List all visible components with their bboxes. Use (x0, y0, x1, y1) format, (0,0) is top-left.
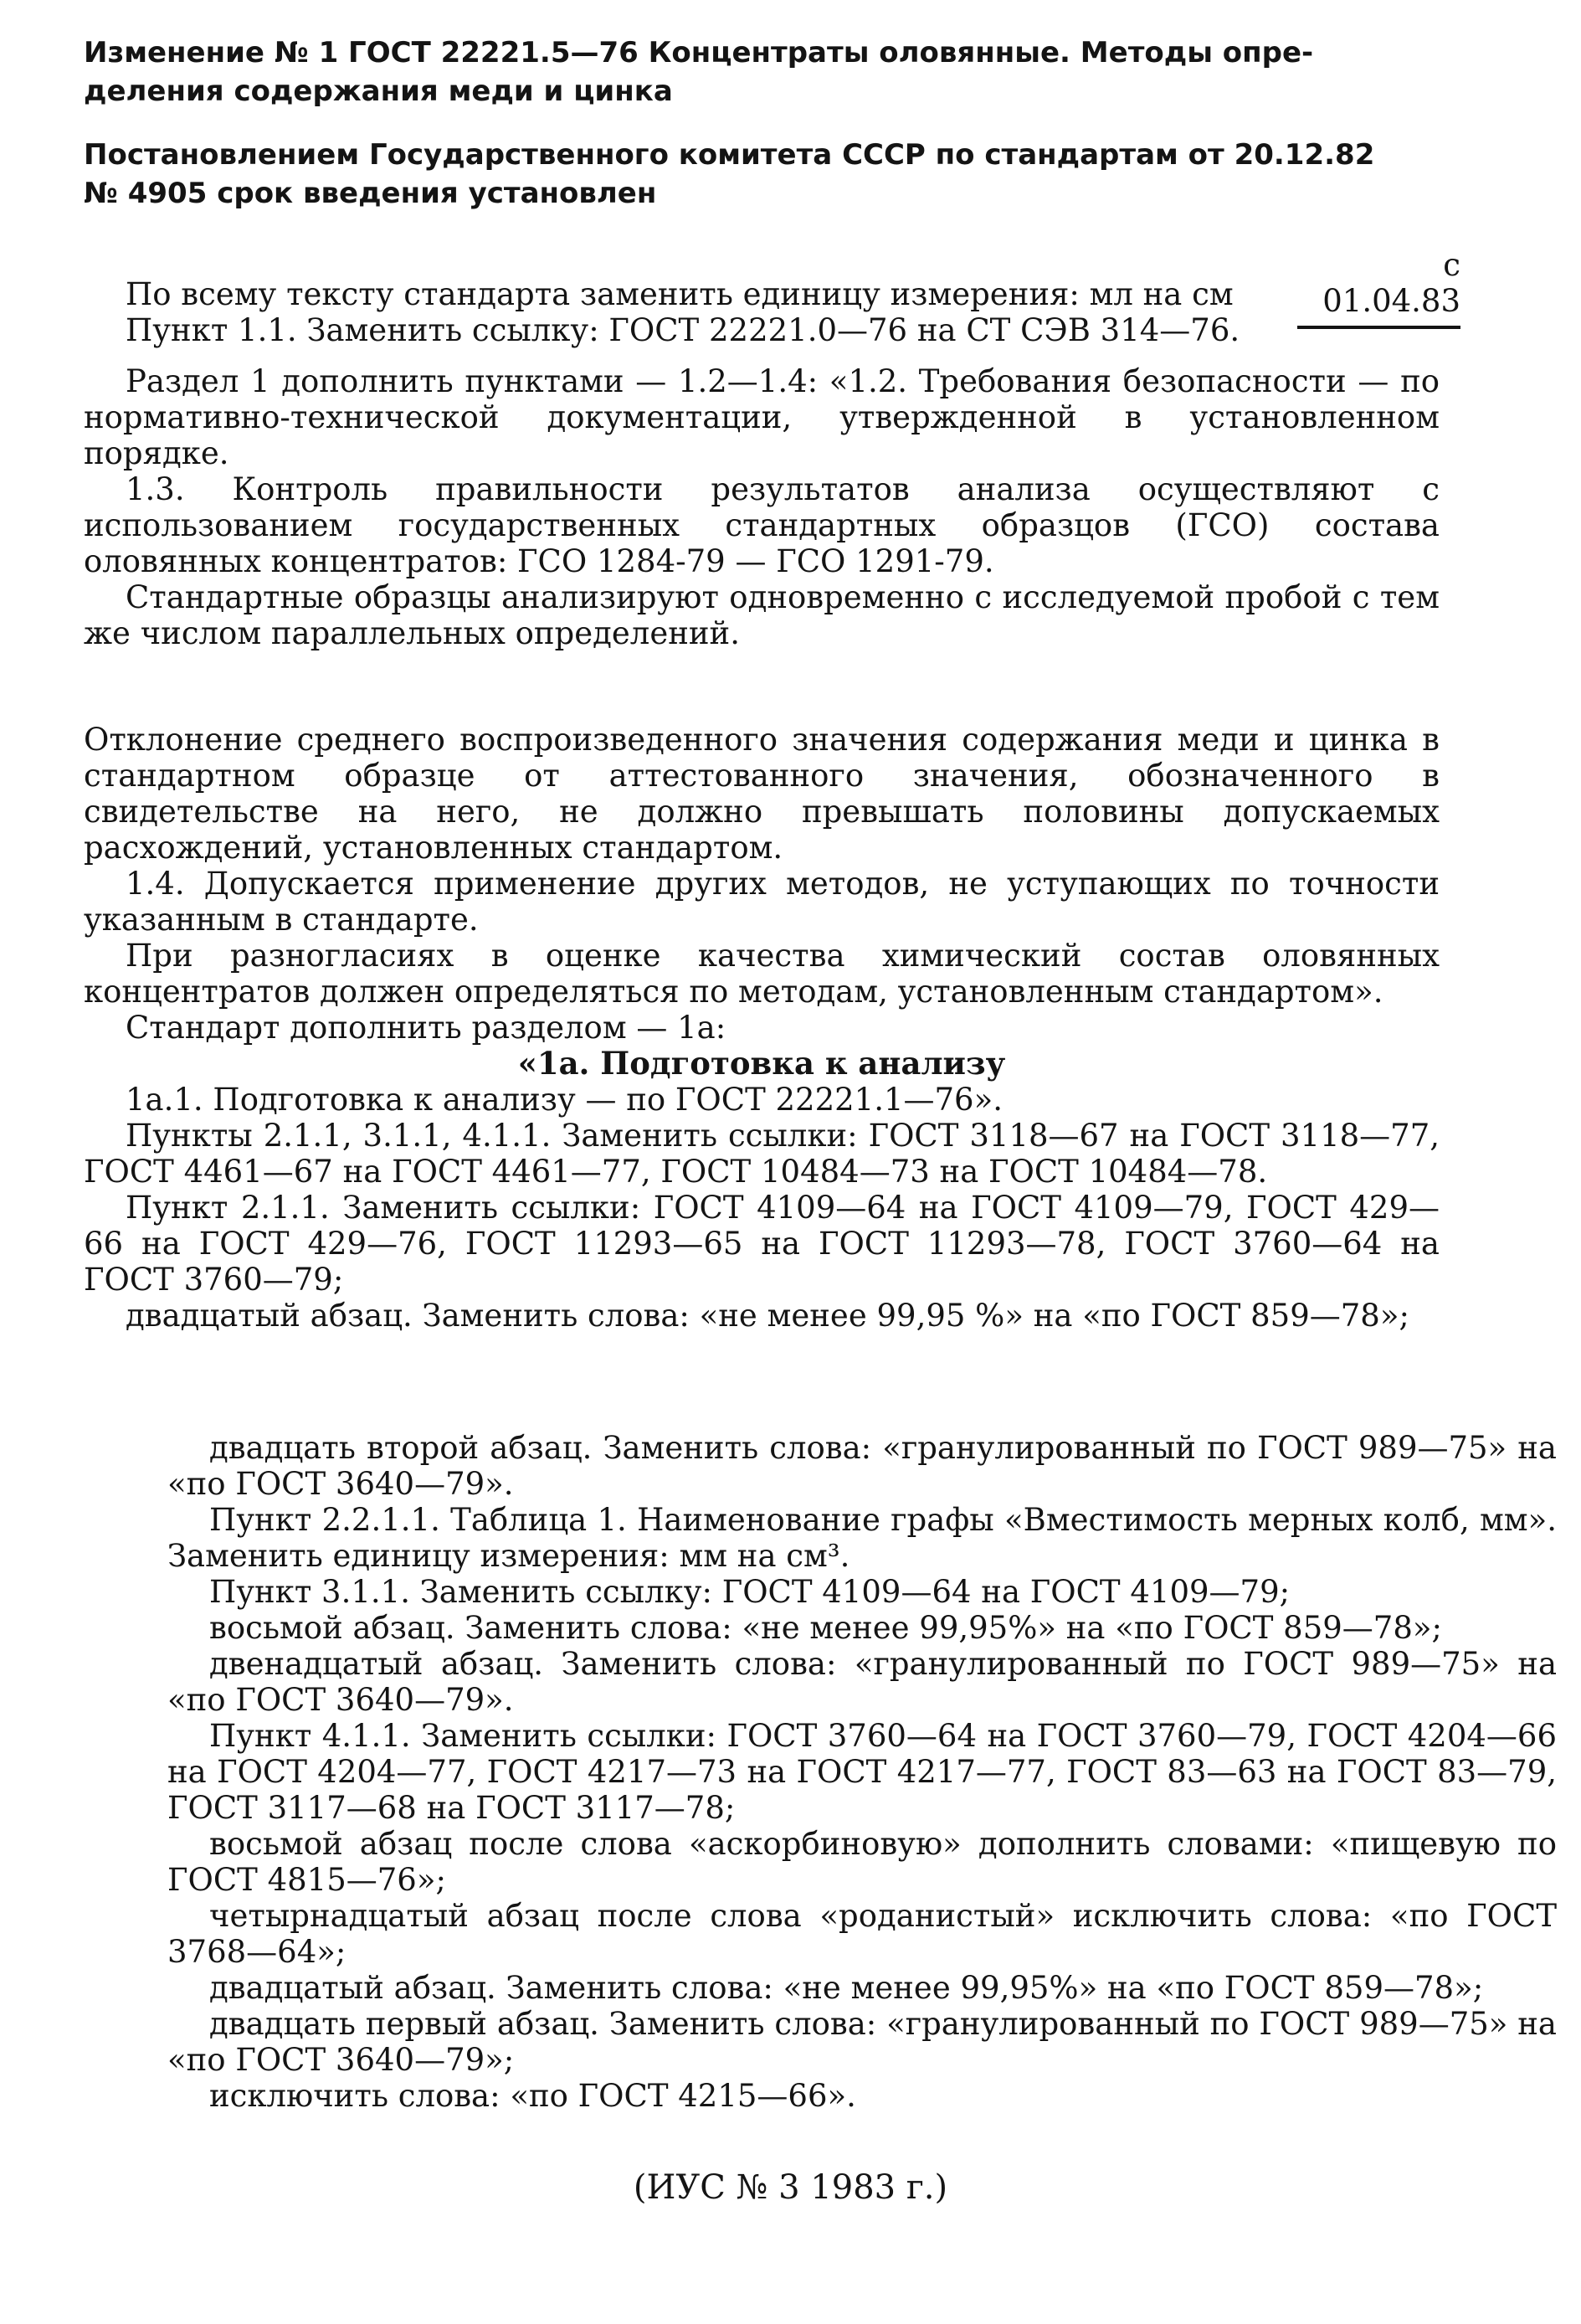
paragraph-standard-samples: Стандартные образцы анализируют одновременно с исследуемой пробой с тем же числом параллельных определений. (84, 579, 1440, 651)
header-resolution-line-2: № 4905 срок введения установлен (84, 177, 657, 210)
paragraph-clause-1a-1: 1а.1. Подготовка к анализу — по ГОСТ 22221.1—76». (126, 1082, 1003, 1118)
paragraph-clause-3-1-1: Пункт 3.1.1. Заменить ссылку: ГОСТ 4109—64 на ГОСТ 4109—79; (209, 1574, 1291, 1610)
text-block-2 (84, 722, 1440, 1334)
paragraph-clause-2-2-1-1: Пункт 2.2.1.1. Таблица 1. Наименование графы «Вместимость мерных колб, мм». Заменить единицу измерения: мм на см³. (167, 1502, 1557, 1574)
paragraph-twentieth: двадцатый абзац. Заменить слова: «не менее 99,95 %» на «по ГОСТ 859—78»; (126, 1298, 1409, 1334)
publication-reference: (ИУС № 3 1983 г.) (633, 2168, 948, 2207)
paragraph-eighth: восьмой абзац. Заменить слова: «не менее 99,95%» на «по ГОСТ 859—78»; (209, 1610, 1442, 1646)
paragraph-fourteenth: четырнадцатый абзац после слова «роданистый» исключить слова: «по ГОСТ 3768—64»; (167, 1898, 1557, 1970)
section-1a-heading: «1а. Подготовка к анализу (517, 1045, 1006, 1082)
paragraph-twelfth: двенадцатый абзац. Заменить слова: «гранулированный по ГОСТ 989—75» на «по ГОСТ 3640—79». (167, 1646, 1557, 1718)
paragraph-exclude: исключить слова: «по ГОСТ 4215—66». (209, 2078, 856, 2114)
paragraph-clause-4-1-1: Пункт 4.1.1. Заменить ссылки: ГОСТ 3760—64 на ГОСТ 3760—79, ГОСТ 4204—66 на ГОСТ 4204—77, ГОСТ 4217—73 на ГОСТ 4217—77, ГОСТ 83—63 на ГОСТ 83—79, ГОСТ 3117—68 на ГОСТ 3117—78; (167, 1718, 1557, 1826)
paragraph-twentieth-4: двадцатый абзац. Заменить слова: «не менее 99,95%» на «по ГОСТ 859—78»; (209, 1970, 1484, 2006)
paragraph-add-section: Стандарт дополнить разделом — 1а: (126, 1010, 726, 1046)
header-title-line-2: деления содержания меди и цинка (84, 75, 673, 108)
paragraph-disagreements: При разногласиях в оценке качества химический состав оловянных концентратов должен определяться по методам, установленным стандартом». (84, 938, 1440, 1010)
paragraph-section-1-additions: Раздел 1 дополнить пунктами — 1.2—1.4: «1.2. Требования безопасности — по нормативно-технической документации, утвержденной в установленном порядке. (84, 363, 1440, 471)
paragraph-clause-1-3: 1.3. Контроль правильности результатов анализа осуществляют с использованием государственных стандартных образцов (ГСО) состава оловянных концентратов: ГСО 1284-79 — ГСО 1291-79. (84, 471, 1440, 579)
header-title-line-1: Изменение № 1 ГОСТ 22221.5—76 Концентраты оловянные. Методы опре- (84, 36, 1314, 69)
text-block-3 (167, 1430, 1557, 2114)
paragraph-twenty-second: двадцать второй абзац. Заменить слова: «гранулированный по ГОСТ 989—75» на «по ГОСТ 3640—79». (167, 1430, 1557, 1502)
paragraph-deviation: Отклонение среднего воспроизведенного значения содержания меди и цинка в стандартном образце от аттестованного значения, обозначенного в свидетельстве на него, не должно превышать половины допускаемых расхождений, установленных стандартом. (84, 722, 1440, 866)
paragraph-clause-2-1-1: Пункт 2.1.1. Заменить ссылки: ГОСТ 4109—64 на ГОСТ 4109—79, ГОСТ 429—66 на ГОСТ 429—76, ГОСТ 11293—65 на ГОСТ 11293—78, ГОСТ 3760—64 на ГОСТ 3760—79; (84, 1190, 1440, 1298)
paragraph-clause-1-4: 1.4. Допускается применение других методов, не уступающих по точности указанным в стандарте. (84, 866, 1440, 938)
paragraph-clauses-2-3-4: Пункты 2.1.1, 3.1.1, 4.1.1. Заменить ссылки: ГОСТ 3118—67 на ГОСТ 3118—77, ГОСТ 4461—67 на ГОСТ 4461—77, ГОСТ 10484—73 на ГОСТ 10484—78. (84, 1118, 1440, 1190)
effective-date: с 01.04.83 (1297, 247, 1460, 329)
header-resolution-line-1: Постановлением Государственного комитета СССР по стандартам от 20.12.82 (84, 138, 1375, 172)
paragraph-eighth-ascorbic: восьмой абзац после слова «аскорбиновую» дополнить словами: «пищевую по ГОСТ 4815—76»; (167, 1826, 1557, 1898)
paragraph-units: По всему тексту стандарта заменить единицу измерения: мл на см (126, 276, 1234, 312)
paragraph-twenty-first: двадцать первый абзац. Заменить слова: «гранулированный по ГОСТ 989—75» на «по ГОСТ 3640—79»; (167, 2006, 1557, 2078)
text-block-1 (84, 276, 1440, 651)
document-header (84, 33, 1473, 213)
paragraph-clause-1-1: Пункт 1.1. Заменить ссылку: ГОСТ 22221.0—76 на СТ СЭВ 314—76. (126, 312, 1240, 348)
